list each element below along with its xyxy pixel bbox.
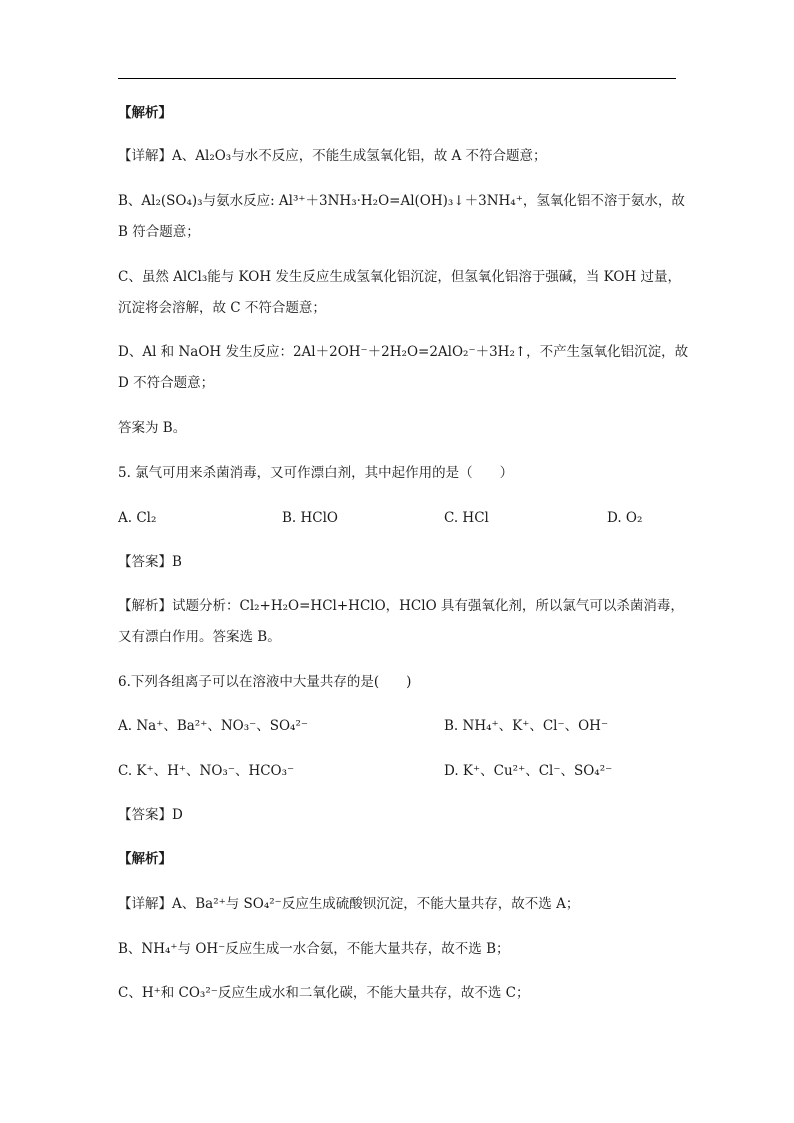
question-5-analysis-line1: 【解析】试题分析：Cl₂+H₂O=HCl+HClO，HClO 具有强氧化剂，所以氯气可以杀菌消毒， xyxy=(118,598,684,614)
header-rule xyxy=(118,78,676,79)
detail-option-c-line2: 沉淀将会溶解，故 C 不符合题意； xyxy=(118,300,326,316)
question-6-analysis-heading: 【解析】 xyxy=(118,851,172,867)
question-5-analysis-line2: 又有漂白作用。答案选 B。 xyxy=(118,629,281,645)
question-6-option-b: B. NH₄⁺、K⁺、Cl⁻、OH⁻ xyxy=(444,718,609,734)
question-5-option-c: C. HCl xyxy=(444,510,489,526)
question-5-option-d: D. O₂ xyxy=(607,510,643,526)
question-6-detail-c: C、H⁺和 CO₃²⁻反应生成水和二氧化碳，不能大量共存，故不选 C； xyxy=(118,985,530,1001)
detail-option-b-line2: B 符合题意； xyxy=(118,224,200,240)
detail-option-d-line1: D、Al 和 NaOH 发生反应：2Al＋2OH⁻＋2H₂O=2AlO₂⁻＋3H₂↑，不产生氢氧化铝沉淀，故 xyxy=(118,344,689,360)
detail-option-a: 【详解】A、Al₂O₃与水不反应，不能生成氢氧化铝，故 A 不符合题意； xyxy=(118,148,547,164)
question-5-option-b: B. HClO xyxy=(282,510,338,526)
detail-option-c-line1: C、虽然 AlCl₃能与 KOH 发生反应生成氢氧化铝沉淀，但氢氧化铝溶于强碱，当 KOH 过量， xyxy=(118,269,682,285)
detail-option-d-line2: D 不符合题意； xyxy=(118,375,215,391)
question-6-stem: 6.下列各组离子可以在溶液中大量共存的是( ) xyxy=(118,674,412,690)
question-6-option-d: D. K⁺、Cu²⁺、Cl⁻、SO₄²⁻ xyxy=(444,763,613,779)
question-6-answer: 【答案】D xyxy=(118,807,183,823)
question-6-detail-b: B、NH₄⁺与 OH⁻反应生成一水合氨，不能大量共存，故不选 B； xyxy=(118,941,510,957)
answer-summary: 答案为 B。 xyxy=(118,420,187,436)
question-5-stem: 5. 氯气可用来杀菌消毒，又可作漂白剂，其中起作用的是（ ） xyxy=(118,465,514,481)
question-5-answer: 【答案】B xyxy=(118,554,182,570)
analysis-heading: 【解析】 xyxy=(118,105,172,121)
question-6-option-c: C. K⁺、H⁺、NO₃⁻、HCO₃⁻ xyxy=(118,763,295,779)
question-6-detail-a: 【详解】A、Ba²⁺与 SO₄²⁻反应生成硫酸钡沉淀，不能大量共存，故不选 A； xyxy=(118,896,580,912)
question-5-option-a: A. Cl₂ xyxy=(118,510,157,526)
detail-option-b-line1: B、Al₂(SO₄)₃与氨水反应: Al³⁺＋3NH₃·H₂O=Al(OH)₃↓＋3NH₄⁺，氢氧化铝不溶于氨水，故 xyxy=(118,193,685,209)
question-6-option-a: A. Na⁺、Ba²⁺、NO₃⁻、SO₄²⁻ xyxy=(118,718,309,734)
